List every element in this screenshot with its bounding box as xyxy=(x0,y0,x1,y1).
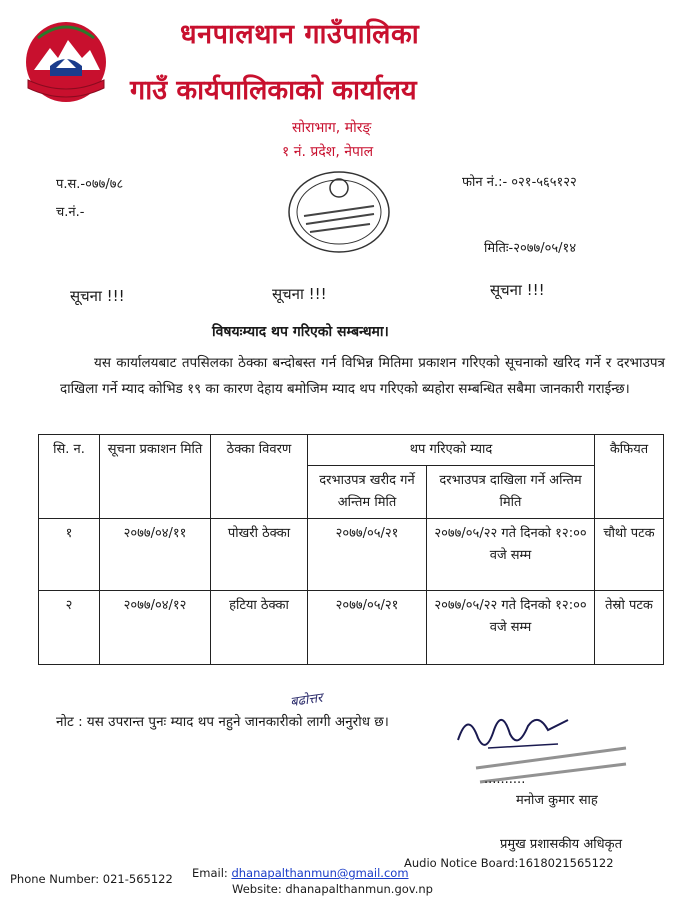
footer-email xyxy=(192,866,409,880)
footer-audio-board: Audio Notice Board:1618021565122 xyxy=(404,856,614,870)
cell-pub-date: २०७७/०४/११ xyxy=(100,519,211,591)
col-header-extended: थप गरिएको म्याद xyxy=(308,435,595,466)
dispatch-number: च.नं.- xyxy=(56,205,85,220)
cell-pub-date: २०७७/०४/१२ xyxy=(100,591,211,665)
col-header-pub-date: सूचना प्रकाशन मिति xyxy=(100,435,211,519)
table-row xyxy=(39,519,664,591)
signature-dots: .......... xyxy=(484,772,526,787)
col-header-submit: दरभाउपत्र दाखिला गर्ने अन्तिम मिति xyxy=(427,466,595,519)
notice-heading-2: सूचना !!! xyxy=(272,285,327,303)
office-stamp-icon xyxy=(284,166,394,256)
body-paragraph: यस कार्यालयबाट तपसिलका ठेक्का बन्दोबस्त गर्न विभिन्न मितिमा प्रकाशन गरिएको सूचनाको खरिद गर्ने र दरभाउपत्र दाखिला गर्ने म्याद कोभिड १९ का कारण देहाय बमोजिम म्याद थप गरिएको ब्यहोरा सम्बन्धित सबैमा जानकारी गराईन्छ। xyxy=(60,355,665,397)
office-phone: फोन नं.:- ०२१-५६५१२२ xyxy=(462,175,577,190)
table-row xyxy=(39,591,664,665)
cell-submit: २०७७/०५/२२ गते दिनको १२:०० वजे सम्म xyxy=(427,519,595,591)
footer-email-link[interactable]: dhanapalthanmun@gmail.com xyxy=(231,866,409,880)
notice-heading-3: सूचना !!! xyxy=(490,281,545,299)
letter-date: मितिः-२०७७/०५/१४ xyxy=(484,241,577,256)
name-stamp-icon xyxy=(466,738,636,798)
cell-contract: पोखरी ठेक्का xyxy=(211,519,308,591)
handwritten-note: बढोत्तर xyxy=(289,690,324,711)
extension-table xyxy=(38,434,664,665)
signatory-title: प्रमुख प्रशासकीय अधिकृत xyxy=(500,837,623,852)
note-line: नोट : यस उपरान्त पुनः म्याद थप नहुने जानकारीको लागी अनुरोध छ। xyxy=(56,714,389,730)
cell-sn: १ xyxy=(39,519,100,591)
cell-purchase: २०७७/०५/२१ xyxy=(308,591,427,665)
notice-heading-1: सूचना !!! xyxy=(70,287,125,305)
subject-line: विषयःम्याद थप गरिएको सम्बन्धमा। xyxy=(212,324,389,340)
footer-website: Website: dhanapalthanmun.gov.np xyxy=(232,882,433,896)
letter-number: प.स.-०७७/७८ xyxy=(56,177,124,192)
footer-phone: Phone Number: 021-565122 xyxy=(10,872,173,886)
cell-remarks: चौथो पटक xyxy=(595,519,664,591)
cell-sn: २ xyxy=(39,591,100,665)
cell-remarks: तेस्रो पटक xyxy=(595,591,664,665)
cell-submit: २०७७/०५/२२ गते दिनको १२:०० वजे सम्म xyxy=(427,591,595,665)
signatory-name: मनोज कुमार साह xyxy=(516,793,598,808)
nepal-emblem-icon xyxy=(20,18,112,110)
col-header-remarks: कैफियत xyxy=(595,435,664,519)
cell-purchase: २०७७/०५/२१ xyxy=(308,519,427,591)
office-name-line1: धनपालथान गाउँपालिका xyxy=(180,19,420,50)
cell-contract: हटिया ठेक्का xyxy=(211,591,308,665)
office-name-line2: गाउँ कार्यपालिकाको कार्यालय xyxy=(130,75,417,106)
footer-email-label: Email: xyxy=(192,866,228,880)
col-header-contract: ठेक्का विवरण xyxy=(211,435,308,519)
col-header-sn: सि. न. xyxy=(39,435,100,519)
address-line1: सोराभाग, मोरङ् xyxy=(292,120,372,136)
col-header-purchase: दरभाउपत्र खरीद गर्ने अन्तिम मिति xyxy=(308,466,427,519)
address-line2: १ नं. प्रदेश, नेपाल xyxy=(282,144,374,160)
